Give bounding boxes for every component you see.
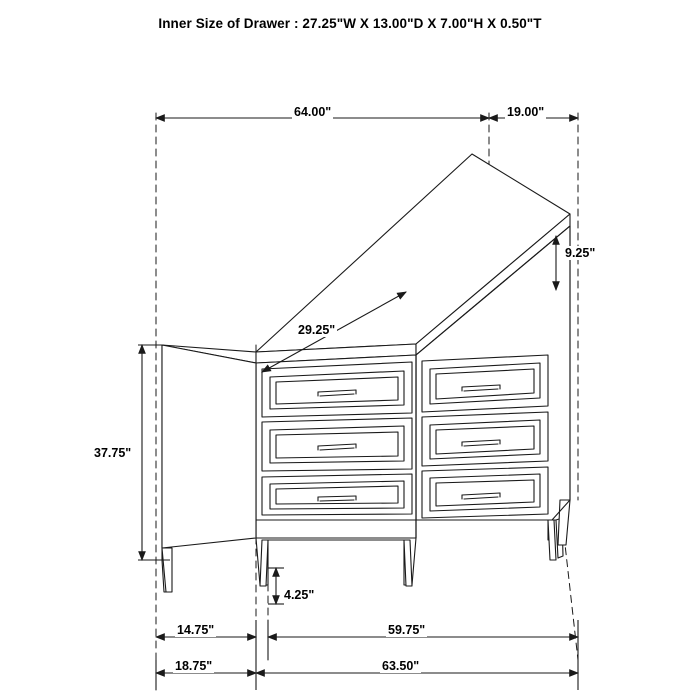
dim-side-depth: 14.75" (177, 623, 215, 637)
dim-top-width: 64.00" (294, 105, 332, 119)
dim-base-width: 63.50" (382, 659, 420, 673)
dim-leg-height: 4.25" (284, 588, 315, 602)
dim-overall-height: 37.75" (94, 446, 132, 460)
dim-front-width: 59.75" (388, 623, 426, 637)
dim-drawer-height: 9.25" (565, 246, 596, 260)
dim-top-depth: 19.00" (507, 105, 545, 119)
dim-base-depth: 18.75" (175, 659, 213, 673)
page-title: Inner Size of Drawer : 27.25"W X 13.00"D X 7.00"H X 0.50"T (158, 16, 542, 31)
dim-top-inner-depth: 29.25" (298, 323, 336, 337)
